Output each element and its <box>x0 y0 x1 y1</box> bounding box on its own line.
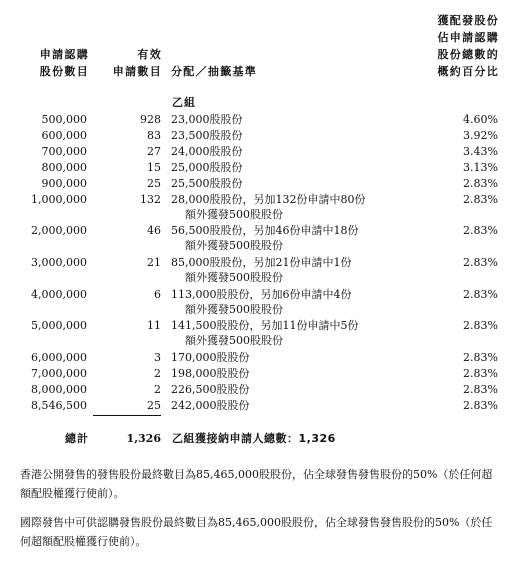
row-basis: 23,500股股份 <box>171 129 243 142</box>
header-valid-applications-line1: 有效 <box>137 48 162 61</box>
row-count: 11 <box>147 319 161 332</box>
header-subscription-amount-line2: 股份數目 <box>39 65 89 78</box>
table-row <box>0 193 517 221</box>
row-basis: 28,000股股份，另加132份申請中80份 <box>171 193 366 206</box>
row-percentage: 2.83% <box>463 351 498 364</box>
row-amount: 6,000,000 <box>31 351 87 364</box>
table-row <box>0 288 517 316</box>
row-percentage: 2.83% <box>463 288 498 301</box>
row-amount: 7,000,000 <box>31 367 87 380</box>
row-count: 21 <box>147 256 161 269</box>
table-row <box>0 368 517 382</box>
total-label: 總計 <box>65 432 89 445</box>
row-amount: 3,000,000 <box>31 256 87 269</box>
table-row <box>0 400 517 414</box>
row-basis: 25,000股股份 <box>171 161 243 174</box>
row-count: 928 <box>140 113 161 126</box>
header-allocation-basis: 分配／抽籤基準 <box>171 65 258 78</box>
row-count: 25 <box>147 177 161 190</box>
row-percentage: 2.83% <box>463 193 498 206</box>
table-row <box>0 146 517 160</box>
row-amount: 4,000,000 <box>31 288 87 301</box>
row-basis: 25,500股股份 <box>171 177 243 190</box>
row-count: 2 <box>154 383 161 396</box>
row-percentage: 3.13% <box>463 161 498 174</box>
total-rule <box>93 415 161 416</box>
row-count: 27 <box>147 145 161 158</box>
header-percentage-line3: 股份總數的 <box>437 48 499 61</box>
table-row <box>0 224 517 252</box>
row-percentage: 2.83% <box>463 399 498 412</box>
row-percentage: 2.83% <box>463 256 498 269</box>
header-subscription-amount-line1: 申請認購 <box>39 48 89 61</box>
table-row <box>0 256 517 284</box>
row-basis: 23,000股股份 <box>171 113 243 126</box>
table-row <box>0 162 517 176</box>
row-amount: 600,000 <box>41 129 87 142</box>
row-amount: 800,000 <box>41 161 87 174</box>
row-amount: 500,000 <box>41 113 87 126</box>
paragraph-hk-public-offering: 香港公開發售的發售股份最終數目為85,465,000股股份，佔全球發售發售股份的50%（於任何超額配股權獲行使前）。 <box>20 468 493 500</box>
row-basis: 198,000股股份 <box>171 367 250 380</box>
row-basis-continuation: 額外獲發500股股份 <box>185 303 283 316</box>
table-row <box>0 319 517 347</box>
header-percentage-line4: 概約百分比 <box>437 65 499 78</box>
table-row <box>0 352 517 366</box>
header-percentage-line1: 獲配發股份 <box>437 14 499 27</box>
row-count: 83 <box>147 129 161 142</box>
row-percentage: 2.83% <box>463 224 498 237</box>
row-basis: 170,000股股份 <box>171 351 250 364</box>
row-percentage: 4.60% <box>463 113 498 126</box>
row-count: 6 <box>154 288 161 301</box>
row-count: 25 <box>147 399 161 412</box>
row-basis: 226,500股股份 <box>171 383 250 396</box>
header-percentage-line2: 佔申請認購 <box>437 31 499 44</box>
row-basis: 24,000股股份 <box>171 145 243 158</box>
row-percentage: 2.83% <box>463 367 498 380</box>
row-basis-continuation: 額外獲發500股股份 <box>185 271 283 284</box>
table-row <box>0 178 517 192</box>
row-percentage: 2.83% <box>463 319 498 332</box>
row-percentage: 2.83% <box>463 177 498 190</box>
row-amount: 900,000 <box>41 177 87 190</box>
row-basis: 242,000股股份 <box>171 399 250 412</box>
row-count: 15 <box>147 161 161 174</box>
row-count: 3 <box>154 351 161 364</box>
row-basis-continuation: 額外獲發500股股份 <box>185 208 283 221</box>
row-count: 2 <box>154 367 161 380</box>
group-title: 乙組 <box>172 96 196 109</box>
row-count: 46 <box>147 224 161 237</box>
row-amount: 5,000,000 <box>31 319 87 332</box>
header-valid-applications-line2: 申請數目 <box>112 65 162 78</box>
row-amount: 2,000,000 <box>31 224 87 237</box>
row-amount: 1,000,000 <box>31 193 87 206</box>
row-basis: 113,000股股份，另加6份申請中4份 <box>171 288 352 301</box>
table-row <box>0 114 517 128</box>
total-summary: 乙組獲接納申請人總數：1,326 <box>172 432 336 445</box>
row-basis-continuation: 額外獲發500股股份 <box>185 334 283 347</box>
row-percentage: 3.43% <box>463 145 498 158</box>
row-percentage: 2.83% <box>463 383 498 396</box>
table-row <box>0 130 517 144</box>
paragraph-international-offering: 國際發售中可供認購發售股份最終數目為85,465,000股股份，佔全球發售發售股份的50%（於任何超額配股權獲行使前）。 <box>20 516 493 548</box>
row-percentage: 3.92% <box>463 129 498 142</box>
table-row <box>0 384 517 398</box>
row-basis: 141,500股股份，另加11份申請中5份 <box>171 319 359 332</box>
total-value: 1,326 <box>126 432 161 445</box>
row-amount: 8,546,500 <box>31 399 87 412</box>
row-count: 132 <box>140 193 161 206</box>
row-amount: 700,000 <box>41 145 87 158</box>
row-basis: 85,000股股份，另加21份申請中1份 <box>171 256 352 269</box>
row-amount: 8,000,000 <box>31 383 87 396</box>
row-basis-continuation: 額外獲發500股股份 <box>185 239 283 252</box>
row-basis: 56,500股股份，另加46份申請中18份 <box>171 224 359 237</box>
